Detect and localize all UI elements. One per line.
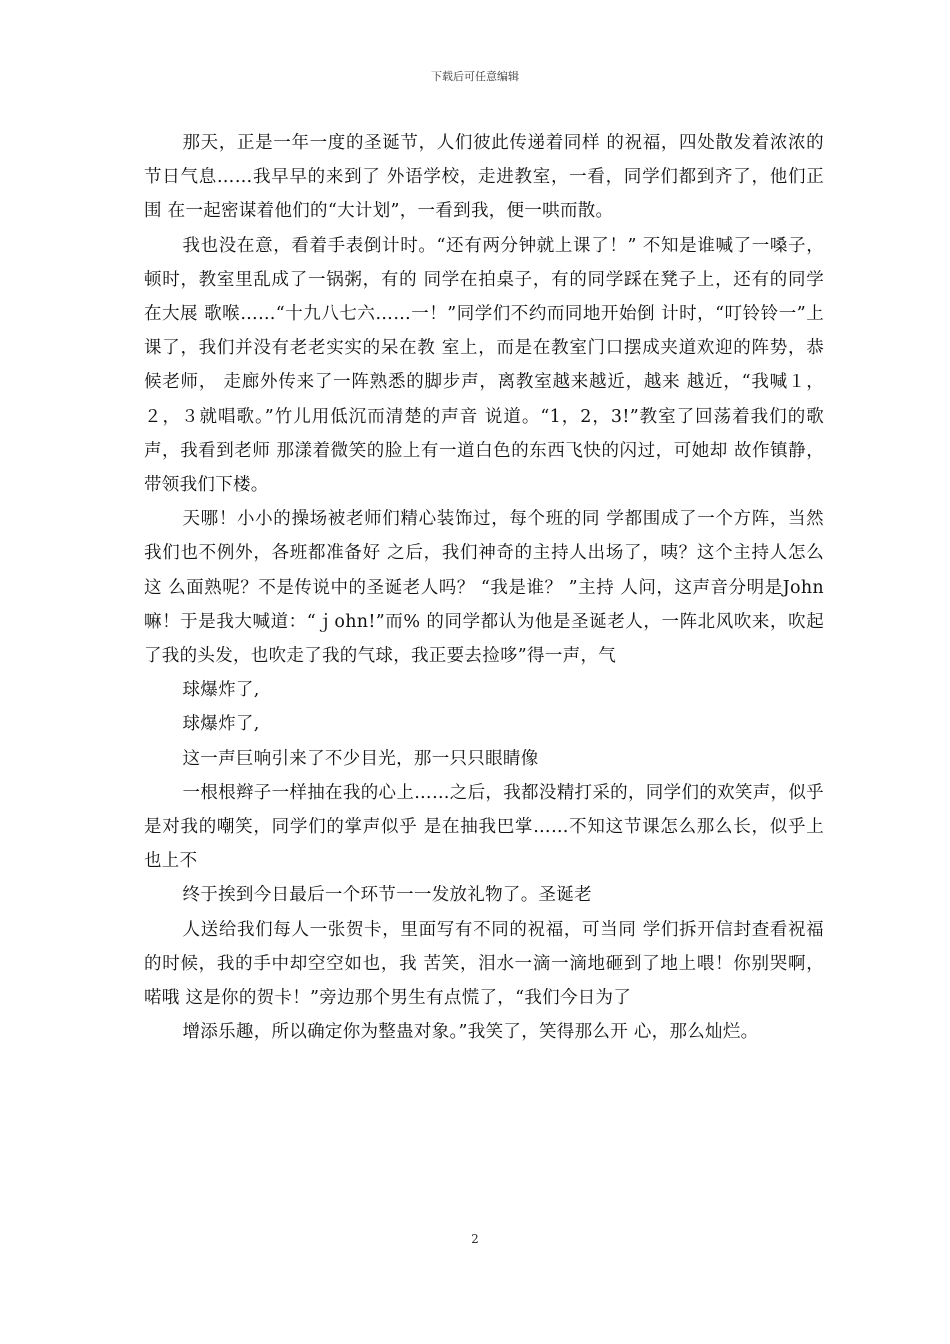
paragraph: 终于挨到今日最后一个环节一一发放礼物了。圣诞老: [182, 885, 592, 906]
paragraph: 我也没在意，看着手表倒计时。“还有两分钟就上课了！” 不知是谁喊了一嗓子，顿时，教室里乱成了一锅粥，有的 同学在拍桌子，有的同学踩在凳子上，还有的同学在大展 歌喉……“十九八七六……一！”同学们不约而同地开始倒 计时，“叮铃铃一”上课了，我们并没有老老实实的呆在教 室上，而是在教室门口摆成夹道欢迎的阵势，恭候老师， 走廊外传来了一阵熟悉的脚步声，离教室越来越近，越来 越近，“我喊１，２，３就唱歌。”竹儿用低沉而清楚的声音 说道。“1，2，3!”教室了回荡着我们的歌声，我看到老师 那漾着微笑的脸上有一道白色的东西飞快的闪过，可她却 故作镇静，带领我们下楼。: [144, 235, 824, 496]
document-body: [144, 126, 824, 1049]
page-header-note: 下载后可任意编辑: [431, 70, 519, 83]
paragraph: 人送给我们每人一张贺卡，里面写有不同的祝福，可当同 学们拆开信封查看祝福的时候，我的手中却空空如也，我 苦笑，泪水一滴一滴地砸到了地上喂！你别哭啊，喏哦 这是你的贺卡！”旁边那个男生有点慌了，“我们今日为了: [144, 919, 824, 1009]
paragraph: 一根根辫子一样抽在我的心上……之后，我都没精打采的，同学们的欢笑声，似乎是对我的嘲笑，同学们的掌声似乎 是在抽我巴掌……不知这节课怎么那么长，似乎上也上不: [144, 782, 824, 872]
paragraph: 这一声巨响引来了不少目光，那一只只眼睛像: [182, 748, 539, 769]
paragraph: 那天，正是一年一度的圣诞节，人们彼此传递着同样 的祝福，四处散发着浓浓的节日气息……我早早的来到了 外语学校，走进教室，一看，同学们都到齐了，他们正围 在一起密谋着他们的“大计划”，一看到我，便一哄而散。: [144, 133, 824, 222]
paragraph: 增添乐趣，所以确定你为整蛊对象。”我笑了，笑得那么开 心，那么灿烂。: [182, 1022, 759, 1043]
paragraph: 天哪！小小的操场被老师们精心装饰过，每个班的同 学都围成了一个方阵，当然我们也不例外，各班都准备好 之后，我们神奇的主持人出场了，咦？这个主持人怎么这 么面熟呢？不是传说中的圣诞老人吗？ “我是谁？ ”主持 人问，这声音分明是John嘛！于是我大喊道：“ｊohn!”而% 的同学都认为他是圣诞老人，一阵北风吹来，吹起了我的头发，也吹走了我的气球，我正要去捡哆”得一声，气: [144, 509, 824, 667]
paragraph: 球爆炸了,: [182, 714, 260, 735]
paragraph: 球爆炸了,: [182, 680, 260, 701]
page-number: 2: [471, 1232, 479, 1246]
